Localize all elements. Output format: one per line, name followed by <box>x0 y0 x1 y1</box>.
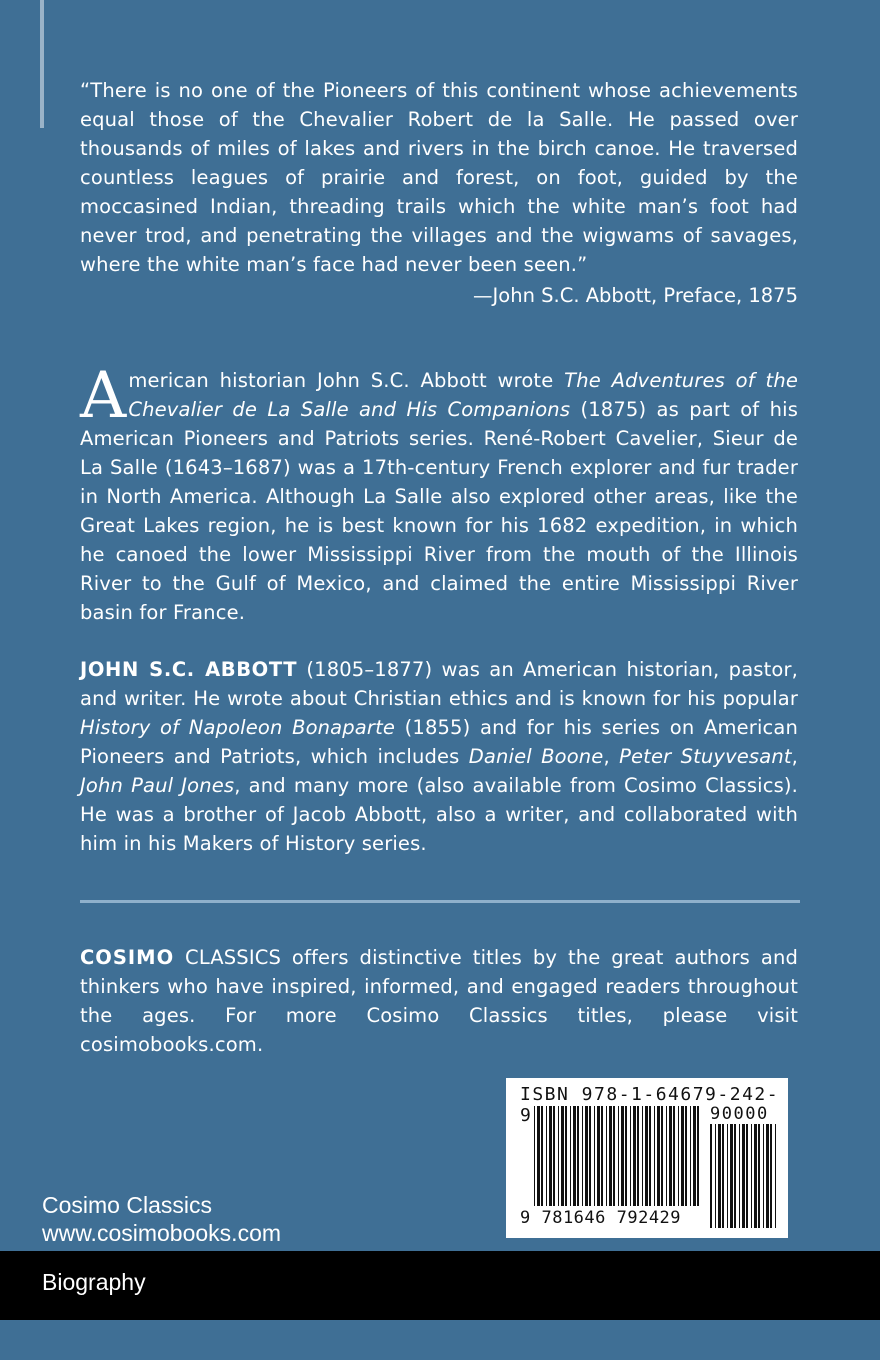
barcode-bar <box>654 1106 655 1206</box>
barcode-bar <box>710 1124 712 1228</box>
barcode-bar <box>565 1106 567 1206</box>
barcode-bar <box>630 1106 631 1206</box>
barcode-bar <box>763 1124 764 1228</box>
bio-book1: History of Napoleon Bonaparte <box>80 716 396 739</box>
barcode-bar <box>649 1106 651 1206</box>
barcode-bar <box>633 1106 636 1206</box>
barcode-bar <box>642 1106 643 1206</box>
barcode-bar <box>681 1106 684 1206</box>
bio-part3: , and many more (also available from Cosimo Classics). He was a brother of Jacob Abbott, also a writer, and collaborated with him in his Makers of History series. <box>80 774 798 855</box>
publisher-name: Cosimo Classics <box>42 1192 212 1218</box>
bio-book2: Daniel Boone <box>468 745 604 768</box>
bio-sep2: , <box>791 745 798 768</box>
description-rest: (1875) as part of his American Pioneers and Patriots series. René-Robert Cavelier, Sieur de La Salle (1643–1687) was a 17th-century French explorer and fur trader in North America. Although La Salle also explored other areas, like the Great Lakes region, he is best known for his 1682 expedition, in which he canoed the lower Mississippi River from the mouth of the Illinois River to the Gulf of Mexico, and claimed the entire Mississippi River basin for France. <box>80 398 799 624</box>
brand-word: COSIMO <box>80 946 175 969</box>
bio-part1: (1805–1877) was an American historian, pastor, and writer. He wrote about Christian ethics and is known for his popular <box>80 658 798 710</box>
isbn-barcode <box>506 1078 788 1238</box>
barcode-bar <box>730 1124 733 1228</box>
barcode-bar <box>661 1106 663 1206</box>
barcode-bar <box>609 1106 612 1206</box>
barcode-bar <box>618 1106 619 1206</box>
barcode-bar <box>553 1106 555 1206</box>
bio-part2: (1855) and for his series on American Pioneers and Patriots, which includes <box>80 716 798 768</box>
barcode-main-bars <box>534 1106 699 1206</box>
publisher-blurb <box>80 943 798 1059</box>
barcode-bar <box>594 1106 595 1206</box>
barcode-bar <box>718 1124 721 1228</box>
barcode-bar <box>573 1106 576 1206</box>
barcode-bar <box>645 1106 648 1206</box>
author-name: JOHN S.C. ABBOTT <box>80 658 298 681</box>
left-accent-rule <box>40 0 44 128</box>
bio-sep1: , <box>603 745 620 768</box>
barcode-bar <box>625 1106 627 1206</box>
isbn-label: ISBN 978-1-64679-242-9 <box>520 1084 780 1126</box>
category-label: Biography <box>42 1269 146 1295</box>
barcode-bar <box>751 1124 752 1228</box>
book-description <box>80 359 799 627</box>
barcode-bar <box>621 1106 624 1206</box>
price-code: 90000 <box>710 1104 769 1124</box>
barcode-bar <box>585 1106 588 1206</box>
barcode-bar <box>669 1106 672 1206</box>
barcode-bar <box>742 1124 745 1228</box>
barcode-bar <box>582 1106 583 1206</box>
barcode-bar <box>715 1124 716 1228</box>
barcode-bar <box>690 1106 691 1206</box>
quote-text: “There is no one of the Pioneers of this continent whose achievements equal those of the Chevalier Robert de la Salle. He passed over thousands of miles of lakes and rivers in the birch canoe. He traversed countless leagues of prairie and forest, on foot, guided by the moccasined Indian, threading trails which the white man’s foot had never trod, and penetrating the villages and the wigwams of savages, where the white man’s face had never been seen.” <box>80 79 798 276</box>
barcode-bar <box>657 1106 660 1206</box>
barcode-bar <box>666 1106 667 1206</box>
publisher-info <box>42 1191 281 1247</box>
barcode-addon-bars <box>710 1124 776 1228</box>
blurb-text: CLASSICS offers distinctive titles by the great authors and thinkers who have inspired, informed, and engaged readers throughout the ages. For more Cosimo Classics titles, please visit cosimobooks.com. <box>80 946 798 1056</box>
quote-attribution: —John S.C. Abbott, Preface, 1875 <box>473 284 798 307</box>
barcode-bar <box>739 1124 740 1228</box>
category-bar <box>0 1251 880 1320</box>
author-bio <box>80 655 798 858</box>
barcode-bar <box>775 1124 776 1228</box>
barcode-bar <box>561 1106 564 1206</box>
barcode-bar <box>746 1124 748 1228</box>
barcode-bar <box>685 1106 687 1206</box>
barcode-bar <box>549 1106 552 1206</box>
bio-book3: Peter Stuyvesant <box>619 745 792 768</box>
barcode-bar <box>727 1124 728 1228</box>
barcode-bar <box>537 1106 540 1206</box>
barcode-bar <box>606 1106 607 1206</box>
barcode-bar <box>558 1106 559 1206</box>
bio-book4: John Paul Jones <box>80 774 235 797</box>
back-cover-quote <box>80 76 798 279</box>
barcode-bar <box>570 1106 571 1206</box>
publisher-website: www.cosimobooks.com <box>42 1220 282 1246</box>
barcode-bar <box>734 1124 736 1228</box>
barcode-bar <box>637 1106 639 1206</box>
barcode-bar <box>722 1124 724 1228</box>
barcode-bar <box>673 1106 675 1206</box>
barcode-bar <box>534 1106 535 1206</box>
barcode-bar <box>546 1106 547 1206</box>
barcode-bar <box>770 1124 772 1228</box>
book-title: The Adventures of the Chevalier de La Salle and His Companions <box>128 369 798 421</box>
drop-cap: A <box>80 359 127 433</box>
barcode-bar <box>693 1106 696 1206</box>
barcode-bar <box>597 1106 600 1206</box>
section-divider <box>80 900 800 903</box>
barcode-bar <box>758 1124 760 1228</box>
barcode-bar <box>577 1106 579 1206</box>
barcode-bar <box>613 1106 615 1206</box>
description-intro: merican historian John S.C. Abbott wrote <box>128 369 565 392</box>
ean-digits: 9 781646 792429 <box>520 1208 682 1228</box>
barcode-bar <box>766 1124 769 1228</box>
barcode-bar <box>754 1124 757 1228</box>
barcode-bar <box>541 1106 543 1206</box>
barcode-bar <box>697 1106 699 1206</box>
barcode-bar <box>601 1106 603 1206</box>
barcode-bar <box>678 1106 679 1206</box>
barcode-bar <box>589 1106 591 1206</box>
